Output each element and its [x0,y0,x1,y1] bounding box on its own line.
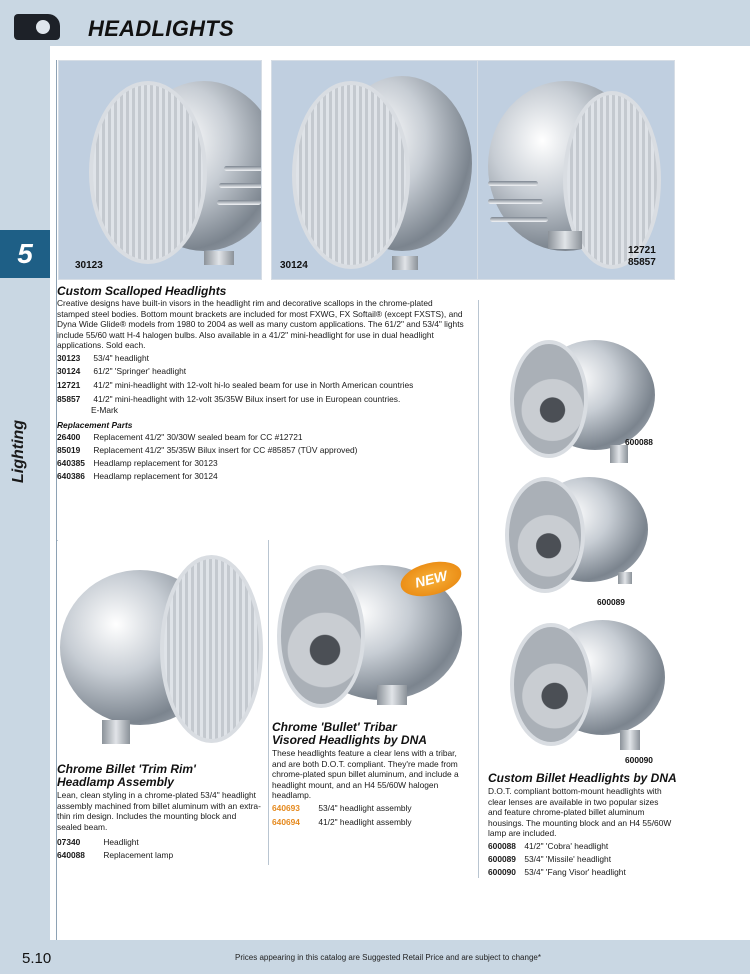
photo-label: 30124 [280,260,308,271]
trim-rim-title-2: Headlamp Assembly [57,775,174,789]
list-item: 640088 Replacement lamp [57,850,174,860]
billet-title: Custom Billet Headlights by DNA [488,771,677,785]
brand-logo [14,14,60,40]
list-item: 600088 41/2" 'Cobra' headlight [488,841,609,851]
column-divider [478,300,479,878]
list-item: 07340 Headlight [57,837,139,847]
list-item: 600090 53/4" 'Fang Visor' headlight [488,867,626,877]
list-item: 640693 53/4" headlight assembly [272,803,412,813]
photo-12721-85857 [477,60,675,280]
page-header [0,0,750,46]
replacement-heading: Replacement Parts [57,420,133,430]
photo-label: 600090 [625,755,653,765]
price-disclaimer: Prices appearing in this catalog are Suggested Retail Price and are subject to change* [235,953,541,962]
bullet-description: These headlights feature a clear lens with a tribar, and are both D.O.T. compliant. They're made from chrome-plated spun billet aluminum, and include a headlight mount, and an H4 55/60W halogen headlamp. [272,748,459,800]
column-divider [268,540,269,865]
photo-label-a: 12721 [628,245,656,256]
photo-label: 600089 [597,597,625,607]
list-item: 12721 41/2" mini-headlight with 12-volt hi-lo sealed beam for use in North American countries [57,380,414,390]
list-item: 85857 41/2" mini-headlight with 12-volt 35/35W Bilux insert for use in European countries. [57,394,401,404]
photo-trim-rim [60,540,260,755]
new-badge: NEW [397,556,465,602]
list-item: 30123 53/4" headlight [57,353,149,363]
photo-600090 [505,615,665,755]
section-label: Lighting [10,419,27,483]
photo-label: 600088 [625,437,653,447]
list-item: 640694 41/2" headlight assembly [272,817,412,827]
list-item: 26400 Replacement 41/2" 30/30W sealed beam for CC #12721 [57,432,303,442]
page-title: HEADLIGHTS [88,16,234,41]
list-item: 30124 61/2" 'Springer' headlight [57,366,187,376]
photo-label-b: 85857 [628,257,656,268]
emark-note: E-Mark [91,405,118,415]
photo-600088 [505,335,655,470]
bullet-title-1: Chrome 'Bullet' Tribar [272,720,397,734]
side-band [0,46,50,974]
page-number: 5.10 [22,950,52,967]
list-item: 600089 53/4" 'Missile' headlight [488,854,612,864]
photo-label: 30123 [75,260,103,271]
section-tab-number: 5 [0,230,50,278]
page-footer [0,940,750,974]
photo-30123 [58,60,262,280]
list-item: 640385 Headlamp replacement for 30123 [57,458,218,468]
trim-rim-title-1: Chrome Billet 'Trim Rim' [57,762,196,776]
billet-description: D.O.T. compliant bottom-mount headlights with clear lenses are available in two popular sizes and feature chrome-plated billet aluminum housings. The mounting block and an H4 55/60W lamp are included. [488,786,672,838]
list-item: 85019 Replacement 41/2" 35/35W Bilux insert for CC #85857 (TÜV approved) [57,445,358,455]
photo-30124 [271,60,478,280]
section-label-wrap [8,405,28,485]
scalloped-title: Custom Scalloped Headlights [57,284,227,298]
photo-600089 [500,472,650,597]
bullet-title-2: Visored Headlights by DNA [272,733,427,747]
list-item: 640386 Headlamp replacement for 30124 [57,471,218,481]
trim-rim-description: Lean, clean styling in a chrome-plated 53/4" headlight assembly machined from billet aluminum with an extra-thin rim design. Includes the mounting block and sealed beam. [57,790,261,832]
scalloped-description: Creative designs have built-in visors in the headlight rim and decorative scallops in the chrome-plated stamped steel bodies. Bottom mount brackets are included for most FXWG, FX Softail® (except FXSTS), and Dyna Wide Glide® models from 1980 to 2004 as well as many custom applications. The 61/2" and 53/4" lights include 55/60 watt H-4 halogen bulbs. Also available in a 41/2" mini-headlight for use in dual headlight applications. Sold each. [57,298,464,350]
